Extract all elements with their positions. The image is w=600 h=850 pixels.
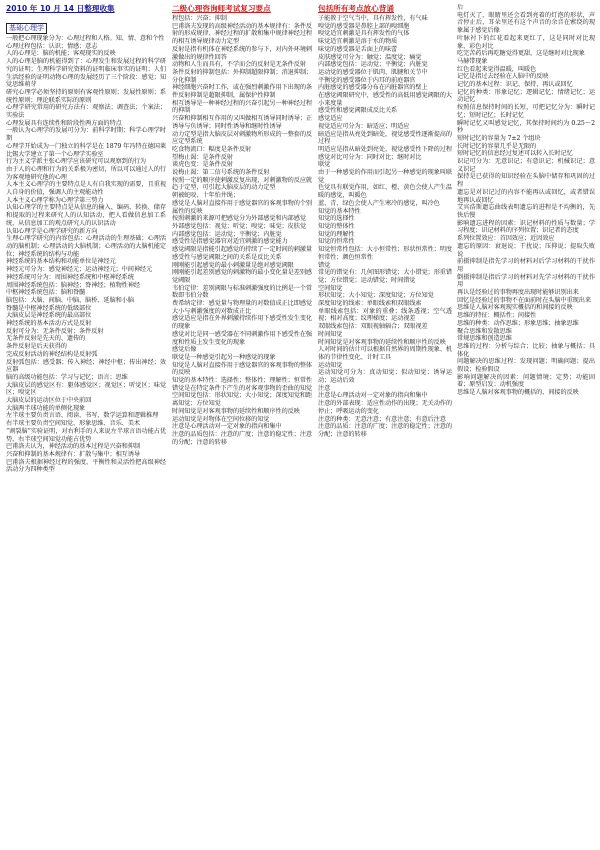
column-1-body: 一般把心理现象分为：心理过程和人格。知、情、意和个性 心理过程包括：认识；情感；意志 人的心理是：脑的机能；客观现实的反映 人的心理是脑的机能得到了：心理发生和发展过程的科学研究的证明；生理科学研究资料的证明临床事实的证明；人们生活经验的证明动物心理的发展经历了三个阶段：感觉；知觉思维萌芽 研究心理学必须坚持的原则有客观性原则；发展性原则；系统性原则；理论联系实际的原则 心理学研究常用的研究方法有：观察法；调查法；个案法；实验法 心理发展具有连续性和阶段性两方面的特点 一般认为心理学的发展可分为：前科学时期；科学心理学时期 心理学开始成为一门独立的科学是在 1879 年冯特在德国莱比锡大学建立了第一个心理学实验室 行为主义学派主张心理学应该研究可以观察到的行为 由于人的心理和行为的关系极为密切，所以可以通过人的行为客观地研究他的心理 人本主义心理学的主要特点是人有自我实现的需要，且重视人自身的价值，强调人的主观能动性 人本主义心理学称为心理学第三势力 认知心理学的主要特点是从信息的输入、编码、转换、储存和提取的过程来研究人的认知活动，把人看做信息加工系统，从信息加工的观点研究人的认识活动 认知心理学是心理学研究的新方向 生理心理学研究的内容包括：心理活动的生理基础；心理活动的脑机制；心理活动的大脑机制；心理活动的大脑机能定位；神经系统的结构与功能 神经系统的基本结构和功能单位是神经元 神经元可分为：感觉神经元；运动神经元；中间神经元 神经系统可分为：周围神经系统和中枢神经系统 周围神经系统包括：脑神经；脊神经；植物性神经 中枢神经系统包括：脑和脊髓 脑包括：大脑、间脑、中脑、脑桥、延脑和小脑 脊髓是中枢神经系统的低级部位 大脑皮层是神经系统的最高部位 神经系统的基本活动方式是反射 反射可分为：无条件反射；条件反射 无条件反射是先天的、遗传的 条件反射是后天获得的 完成反射活动的神经结构是反射弧 反射弧包括：感受器；传入神经；神经中枢；传出神经；效应器 脑的高级功能包括：学习与记忆；语言；思维 大脑皮层的感觉区有：躯体感觉区；视觉区；听觉区；味觉区；嗅觉区 大脑皮层的运动区位于中央前回 大脑两半球功能的单侧化现象 左半球主要负责言语、阅读、书写、数学运算和逻辑推理 右半球主要负责空间知觉、形象思维、音乐、美术 “割裂脑”实验证明，对右利手的人来说左半球言语功能占优势，右半球空间知觉功能占优势 巴甫洛夫认为，神经活动的基本过程是兴奋和抑制 兴奋和抑制的基本规律有：扩散与集中；相互诱导 巴甫洛夫根据神经过程的强度、平衡性和灵活性把高级神经活动分为四种类型: [6, 35, 166, 474]
column-1-title: 2010 年 10 月 14 日整理收集: [6, 4, 115, 13]
column-3-body: 子能教于空气当中，具有挥发性，有气味 嗅觉的感受器是鼻腔上部的嗅细胞 嗅觉适宜刺激是具有挥发性的气体 味觉适宜刺激是溶于水的物质 味觉的感受器是舌面上的味蕾 皮肤感觉可分为：触觉；温度觉；痛觉 内部感觉包括：运动觉；平衡觉；内脏觉 运动觉的感受器位于肌肉、肌腱和关节中 平衡觉的感受器位于内耳的前庭器官 内脏感觉的感受器分布在内脏器官的壁上 在感觉阈限研究中，感受性的高低用感觉阈限的大小来度量 感受性和感觉阈限成反比关系 感觉适应 视觉适应可分为：暗适应；明适应 暗适应是指从亮处到暗处，视觉感受性逐渐提高的过程 明适应是指从暗处到亮处，视觉感受性下降的过程 感觉对比可分为：同时对比；继时对比 联觉 由于一种感觉的作用而引起另一种感觉的现象叫联觉 色觉具有联觉作用，如红、橙、黄色会使人产生温暖的感觉，叫暖色 蓝、青、绿色会使人产生寒冷的感觉，叫冷色 知觉的基本特性 知觉的选择性 知觉的整体性 知觉的理解性 知觉的恒常性 知觉恒常性包括：大小恒常性；形状恒常性；明度恒常性；颜色恒常性 错觉 常见的错觉有：几何图形错觉；大小错觉；形重错觉；方位错觉；运动错觉；时间错觉 空间知觉 形状知觉；大小知觉；深度知觉；方位知觉 深度知觉的线索：单眼线索和双眼线索 单眼线索包括：对象的重叠；线条透视；空气透视；相对高度；纹理梯度；运动视差 双眼线索包括：双眼视轴辐合；双眼视差 时间知觉 时间知觉是对客观事物的延续性和顺序性的反映 人对时间的估计可以根据自然界的周期性现象、机体的节律性变化、计时工具 运动知觉 运动知觉可分为：真动知觉；似动知觉；诱导运动；运动后效 注意 注意是心理活动对一定对象的指向和集中 注意的外部表现：适应性动作的出现；无关动作的停止；呼吸运动的变化 注意的种类：无意注意；有意注意；有意后注意 注意的品质：注意的广度；注意的稳定性；注意的分配；注意的转移: [318, 15, 452, 438]
column-4-body: 后 电灯灭了，眼睛里还会看到亮着的灯泡的形状，声音停止后，耳朵里还有这个声音的余音在萦绕的现象属于感觉后像 叶脉衬下的红花看起来更红了，这是同时对比现象，彩色对比 吃完苦药后再吃糖觉得更甜，这是继时对比现象 马赫带现象 红色看起来觉得温暖，叫暖色 记忆是指过去经验在人脑中的反映 记忆的基本过程：识记、保持、再认或回忆 记忆的种类：形象记忆；逻辑记忆；情绪记忆；运动记忆 按照信息保持时间的长短，可把记忆分为：瞬时记忆；短时记忆；长时记忆 瞬时记忆又叫感觉记忆，其保持时间约为 0.25～2 秒 短时记忆的容量为 7±2 个组块 长时记忆的容量几乎是无限的 短时记忆的信息经过复述可以转入长时记忆 识记可分为：无意识记；有意识记；机械识记；意义识记 保持是已获得的知识经验在头脑中储存和巩固的过程 遗忘是对识记过的内容不能再认或回忆，或者错误地再认或回忆 艾宾浩斯遗忘曲线表明遗忘的进程是不均衡的，先快后慢 影响遗忘进程的因素：识记材料的性质与数量；学习程度；识记材料的序列位置；识记者的态度 系列位置效应：首因效应；近因效应 遗忘的原因：衰退说；干扰说；压抑说；提取失败说 前摄抑制是指先学习的材料对后学习材料的干扰作用 倒摄抑制是指后学习的材料对先学习材料的干扰作用 再认是经验过的事物再度出现时能够识别出来 回忆是经验过的事物不在面前时在头脑中重现出来 思维是人脑对客观现实概括的和间接的反映 思维的特征：概括性；间接性 思维的种类：动作思维；形象思维；抽象思维 聚合思维和发散思维 常规思维和创造思维 思维的过程：分析与综合；比较；抽象与概括；具体化 问题解决的思维过程：发现问题；明确问题；提出假设；检验假设 影响问题解决的因素：问题情境；定势；功能固着；原型启发；动机强度 思维是人脑对客观事物的概括的、间接的反映: [457, 4, 595, 397]
column-1: [6, 4, 166, 846]
column-4: [457, 4, 595, 846]
section-heading: 基础心理学: [6, 23, 47, 34]
column-2-title: 二级心理咨询师考试复习要点: [172, 4, 271, 13]
column-2-body: 程包括：兴奋；抑制 巴甫洛夫发现的高级神经活动的基本规律有：条件反射的形成规律、神经过程的扩散和集中规律神经过程的相互诱导规律动力定型 反射是指有机体在神经系统的参与下，对内外环境刺激做出的规律性回答 动物和人生而具有，不学而会的反射是无条件反射 条件反射的抑制包括：外抑制超限抑制；消退抑制；分化抑制 神经细胞兴奋时工作，或在强烈刺激作用下出现的条件反射抑制是超限抑制，属保护性抑制 相互诱导是一种神经过程的兴奋引起另一种神经过程的抑制 兴奋和抑制相互作用的又叫做相互诱导同时诱导；正诱导与负诱导；同时性诱导和继时性诱导 动力定型是指大脑皮层对刺激物所形成的一整套的反应定型系统 吃食物流口：幅度是条件反射 望梅止渴：是条件反射 谈虎色变：是条件反射 说梅止渴：第二信号系统的条件反射 按照一定的顺序使刺激反复出现，对刺激物的反应就趋于定型，可引起大脑皮层的动力定型 朝被蛇咬、十年怕井绳； 感觉是人脑对直接作用于感觉器官的客观事物的个别属性的反映 按照刺激的来源可把感觉分为外部感觉和内部感觉 外部感觉包括：视觉；听觉；嗅觉；味觉；皮肤觉 内部感觉包括：运动觉；平衡觉；内脏觉 感受性是指感觉器官对适宜刺激的感觉能力 感觉阈限是指能引起感觉的持续了一定时间的刺激量 感受性与感觉阈限之间的关系是反比关系 刚刚能引起感觉的最小刺激量是绝对感觉阈限 刚刚能引起差别感觉的刺激物的最小变化量是差别感觉阈限 韦伯定律：差别阈限与标准刺激强度的比例是一个常数即韦伯分数 费希纳定律：感觉量与物理量的对数值成正比即感觉大小与刺激强度的对数成正比 感觉适应是指在外界刺激持续作用下感受性发生变化的现象 感觉对比是同一感受器在不同刺激作用下感受性在强度和性质上发生变化的现象 感觉后像 联觉是一种感觉引起另一种感觉的现象 知觉是人脑对直接作用于感觉器官的客观事物的整体的反映 知觉的基本特性：选择性；整体性；理解性；恒常性 错觉是在特定条件下产生的对客观事物的歪曲的知觉 空间知觉包括：形状知觉；大小知觉；深度知觉和距离知觉；方位知觉 时间知觉是对客观事物的延续性和顺序性的反映 运动知觉是对物体在空间位移的知觉 注意是心理活动对一定对象的指向和集中 注意的品质包括：注意的广度；注意的稳定性；注意的分配；注意的转移: [172, 15, 312, 446]
column-2: [172, 4, 312, 846]
column-3-title: 包括所有考点放心背诵: [318, 4, 394, 13]
column-3: [318, 4, 452, 846]
